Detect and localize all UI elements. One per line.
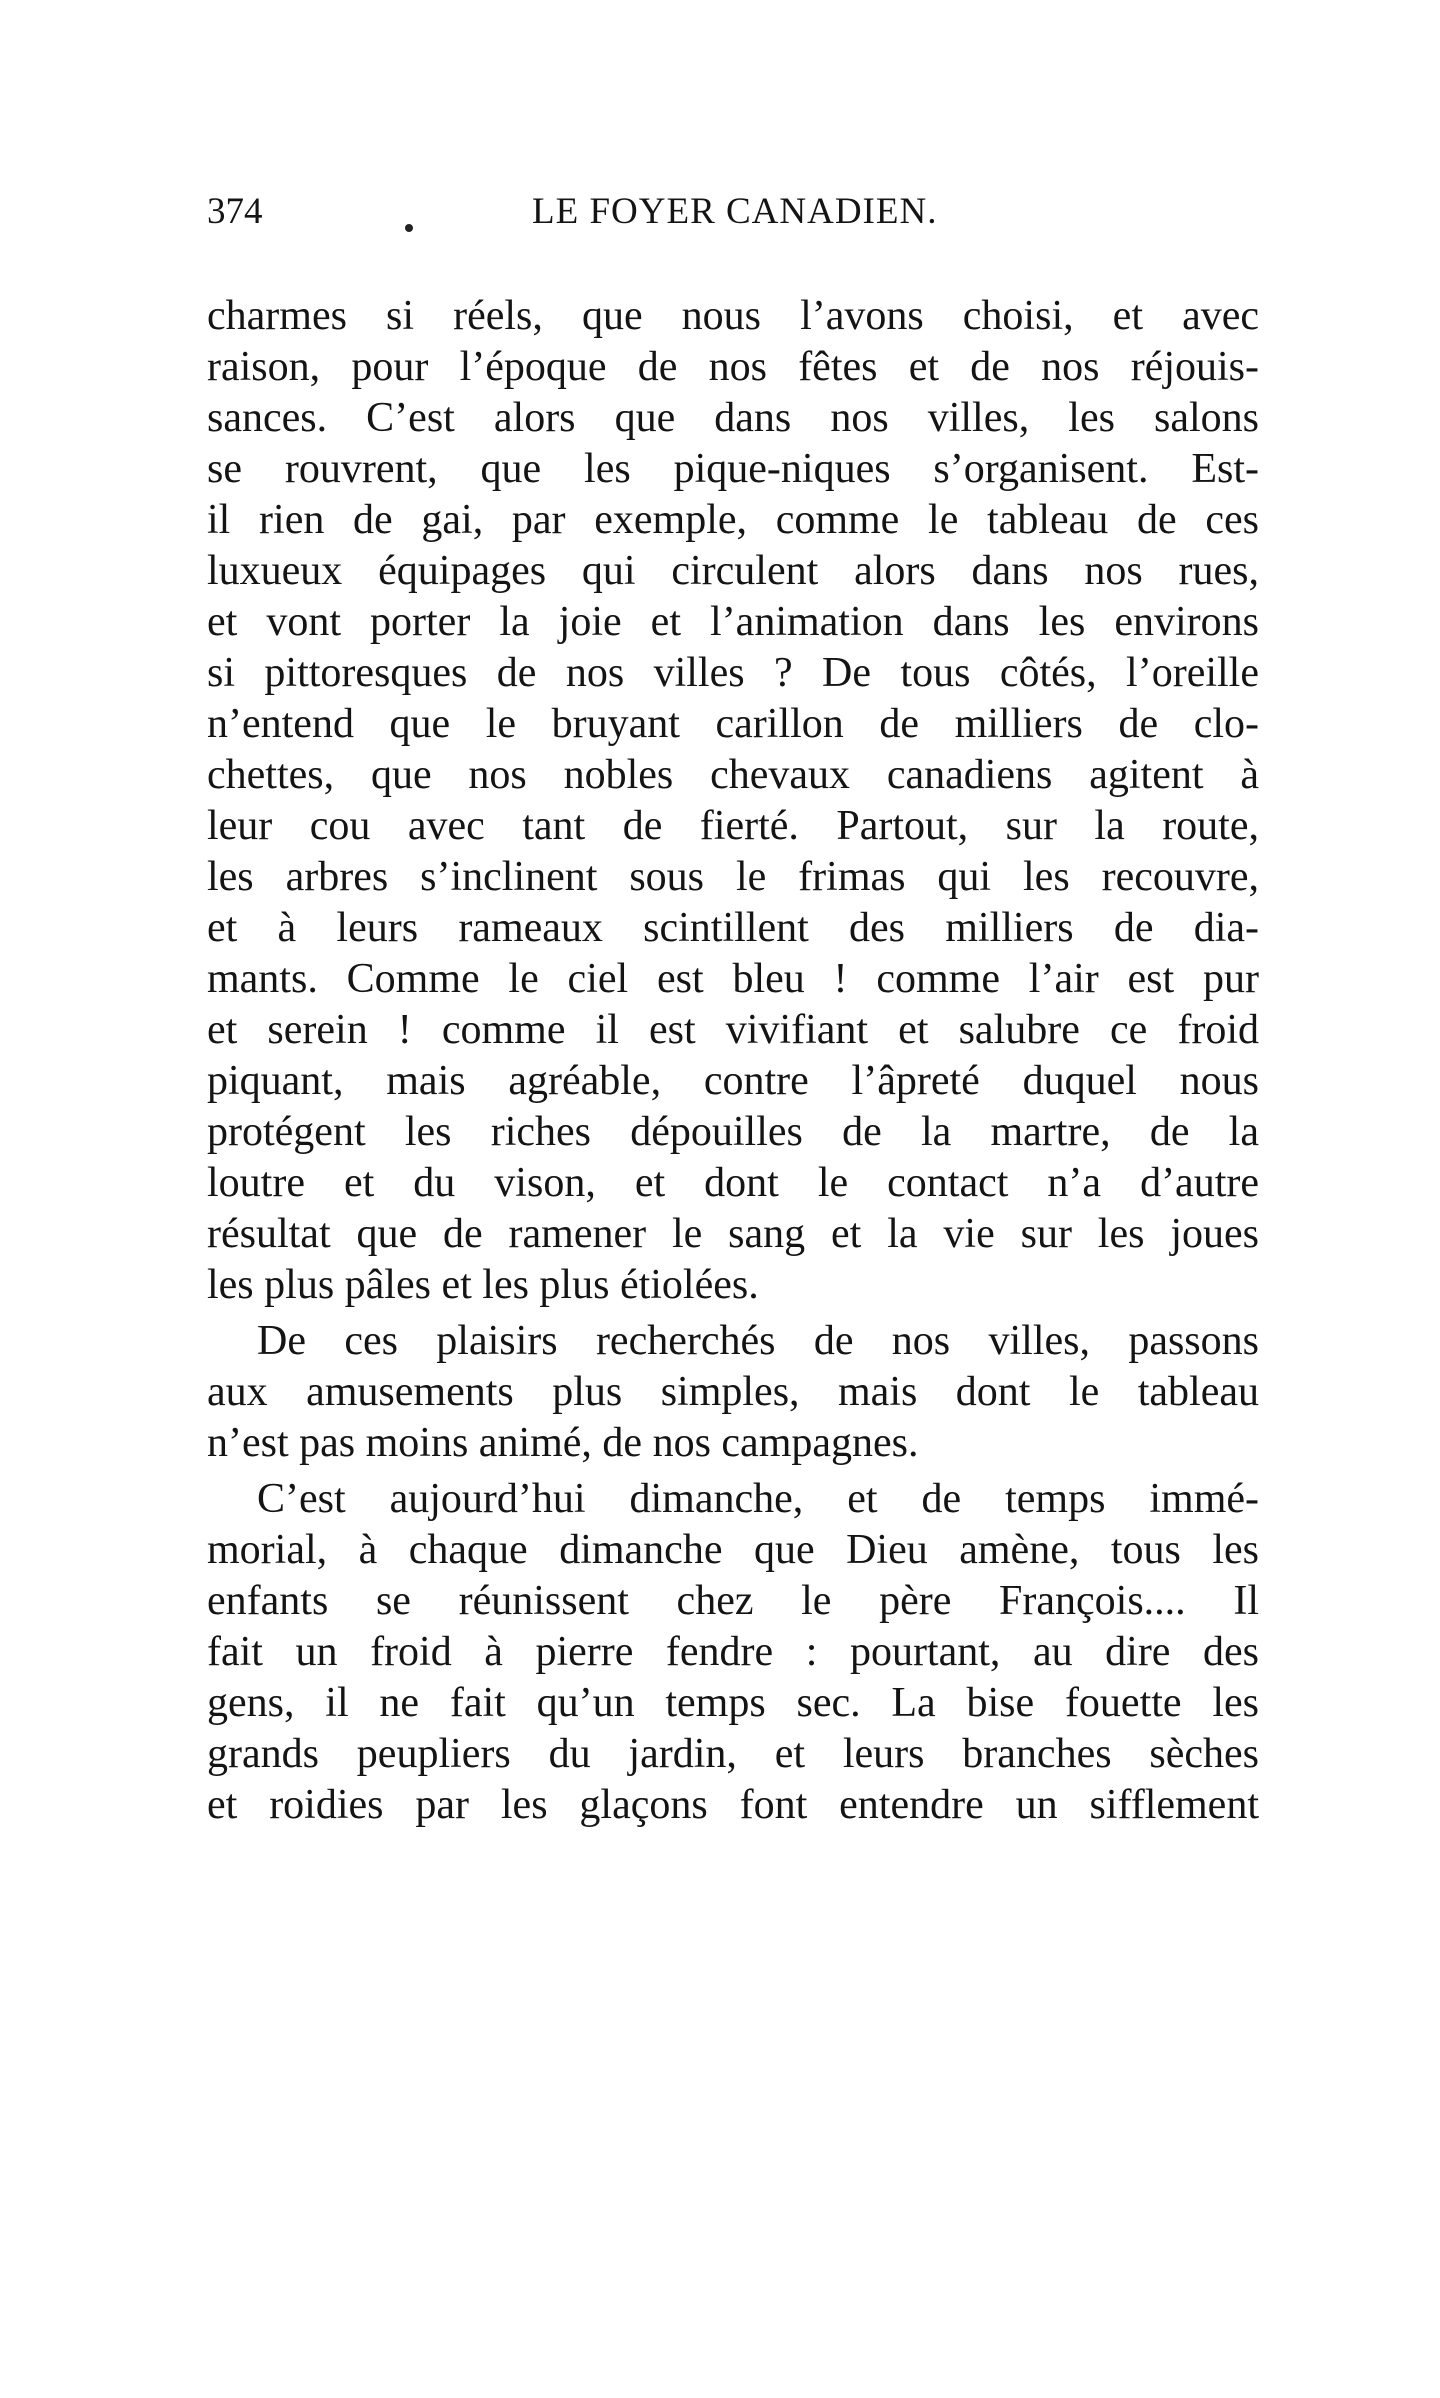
text-line: sances. C’est alors que dans nos villes, les salons xyxy=(207,395,1259,441)
text-line: leur cou avec tant de fierté. Partout, sur la route, xyxy=(207,803,1259,849)
text-line: les arbres s’inclinent sous le frimas qui les recouvre, xyxy=(207,854,1259,900)
head-dot xyxy=(405,224,413,232)
text-line: aux amusements plus simples, mais dont le tableau xyxy=(207,1369,1259,1415)
text-line: il rien de gai, par exemple, comme le tableau de ces xyxy=(207,497,1259,543)
page-number: 374 xyxy=(207,191,263,232)
text-line: les plus pâles et les plus étiolées. xyxy=(207,1262,759,1308)
text-line: enfants se réunissent chez le père François.... Il xyxy=(207,1578,1259,1624)
text-line: luxueux équipages qui circulent alors dans nos rues, xyxy=(207,548,1259,594)
text-line: raison, pour l’époque de nos fêtes et de nos réjouis- xyxy=(207,344,1259,390)
text-line: mants. Comme le ciel est bleu ! comme l’air est pur xyxy=(207,956,1259,1002)
text-line: piquant, mais agréable, contre l’âpreté duquel nous xyxy=(207,1058,1259,1104)
text-line: si pittoresques de nos villes ? De tous côtés, l’oreille xyxy=(207,650,1259,696)
text-line: et roidies par les glaçons font entendre un sifflement xyxy=(207,1782,1259,1828)
text-line: se rouvrent, que les pique-niques s’organisent. Est- xyxy=(207,446,1259,492)
text-line: chettes, que nos nobles chevaux canadiens agitent à xyxy=(207,752,1259,798)
text-line: charmes si réels, que nous l’avons choisi, et avec xyxy=(207,293,1259,339)
text-line: loutre et du vison, et dont le contact n’a d’autre xyxy=(207,1160,1259,1206)
text-line: fait un froid à pierre fendre : pourtant, au dire des xyxy=(207,1629,1259,1675)
running-title: LE FOYER CANADIEN. xyxy=(532,191,938,232)
text-line: n’est pas moins animé, de nos campagnes. xyxy=(207,1420,919,1466)
text-line: et vont porter la joie et l’animation dans les environs xyxy=(207,599,1259,645)
text-line: et à leurs rameaux scintillent des milliers de dia- xyxy=(207,905,1259,951)
text-line: morial, à chaque dimanche que Dieu amène, tous les xyxy=(207,1527,1259,1573)
text-line: gens, il ne fait qu’un temps sec. La bise fouette les xyxy=(207,1680,1259,1726)
text-line: De ces plaisirs recherchés de nos villes, passons xyxy=(257,1318,1259,1364)
text-line: résultat que de ramener le sang et la vie sur les joues xyxy=(207,1211,1259,1257)
text-line: et serein ! comme il est vivifiant et salubre ce froid xyxy=(207,1007,1259,1053)
text-line: n’entend que le bruyant carillon de milliers de clo- xyxy=(207,701,1259,747)
text-line: C’est aujourd’hui dimanche, et de temps immé- xyxy=(257,1476,1259,1522)
text-line: grands peupliers du jardin, et leurs branches sèches xyxy=(207,1731,1259,1777)
text-line: protégent les riches dépouilles de la martre, de la xyxy=(207,1109,1259,1155)
